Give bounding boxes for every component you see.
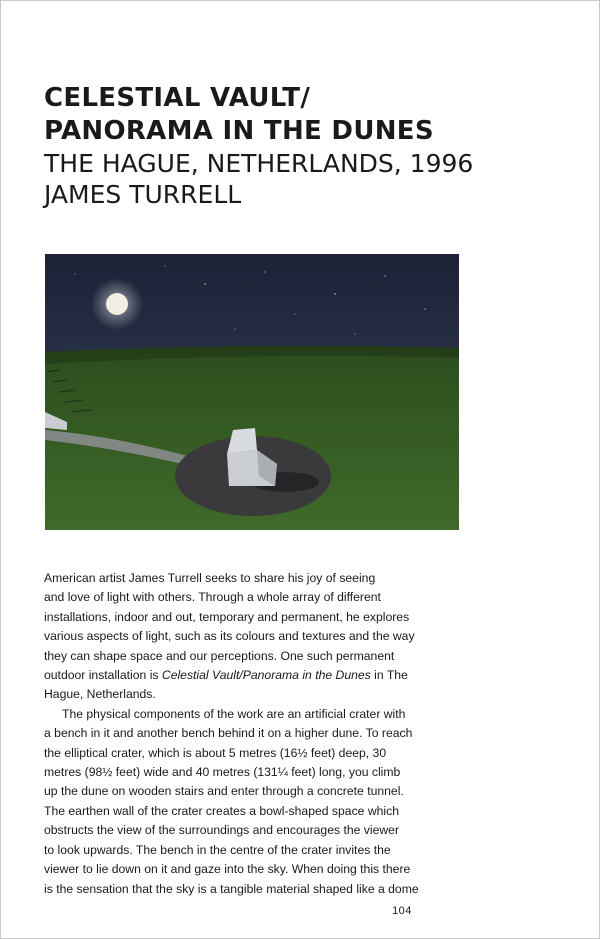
heading-block <box>44 82 564 210</box>
p1-line6-before: outdoor installation is <box>44 668 162 683</box>
p1-line: they can shape space and our perceptions. One such permanent <box>44 648 395 663</box>
p1-line: various aspects of light, such as its colours and textures and the way <box>44 629 415 644</box>
p1-line: American artist James Turrell seeks to share his joy of seeing <box>44 571 376 585</box>
artwork-photo <box>45 254 459 530</box>
p1-line-with-italic <box>44 666 414 685</box>
p2-line: a bench in it and another bench behind it on a higher dune. To reach <box>44 726 413 741</box>
moon-icon <box>106 293 128 315</box>
p2-line: the elliptical crater, which is about 5 metres (16½ feet) deep, 30 <box>44 745 387 760</box>
article-body <box>44 569 419 899</box>
paragraph-1 <box>44 569 414 705</box>
p2-line: metres (98½ feet) wide and 40 metres (131¼ feet) long, you climb <box>44 765 401 780</box>
p2-line: obstructs the view of the surroundings and encourages the viewer <box>44 823 399 838</box>
artwork-title-italic: Celestial Vault/Panorama in the Dunes <box>161 668 371 683</box>
paragraph-2 <box>44 705 419 899</box>
p1-line: Hague, Netherlands. <box>44 687 156 702</box>
location-line: THE HAGUE, NETHERLANDS, 1996 <box>44 149 474 178</box>
p2-line: is the sensation that the sky is a tangible material shaped like a dome <box>44 881 419 896</box>
p1-line6-after: in The <box>370 668 408 683</box>
p2-line: up the dune on wooden stairs and enter through a concrete tunnel. <box>44 784 404 799</box>
page-number: 104 <box>392 905 412 917</box>
p2-line: to look upwards. The bench in the centre of the crater invites the <box>44 842 391 857</box>
title-line-2: PANORAMA IN THE DUNES <box>44 116 434 146</box>
artist-line: JAMES TURRELL <box>44 180 242 209</box>
p1-line: and love of light with others. Through a whole array of different <box>44 590 381 605</box>
title-line-1: CELESTIAL VAULT/ <box>44 83 311 113</box>
p2-line: The physical components of the work are an artificial crater with <box>62 706 406 721</box>
p1-line: installations, indoor and out, temporary and permanent, he explores <box>44 609 410 624</box>
p2-line: viewer to lie down on it and gaze into the sky. When doing this there <box>44 862 411 877</box>
p2-line: The earthen wall of the crater creates a bowl-shaped space which <box>44 803 399 818</box>
